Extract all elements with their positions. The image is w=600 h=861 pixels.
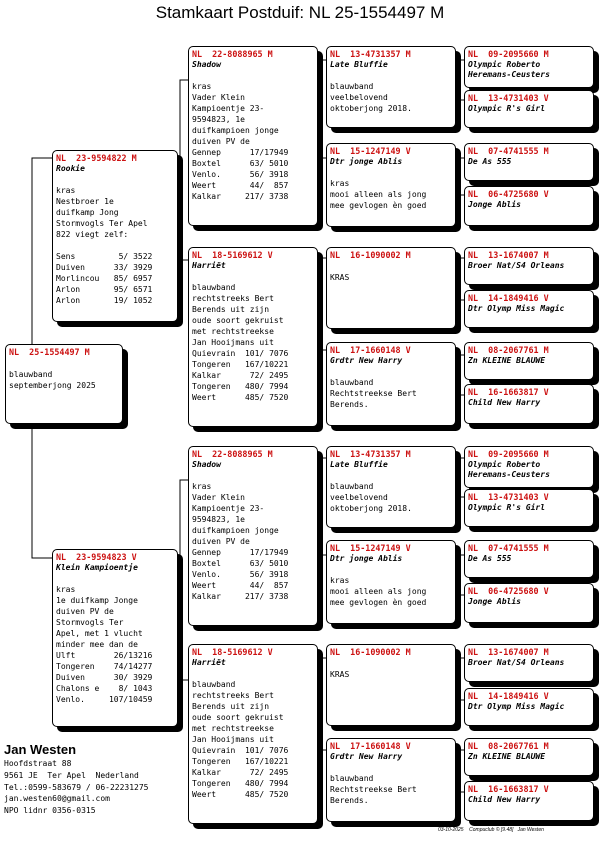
bird-name: Late Bluffie [330, 60, 388, 69]
bird-name: Shadow [192, 460, 221, 469]
ring-number: NL 23-9594822 M [56, 153, 137, 163]
bird-name: Late Bluffie [330, 460, 388, 469]
gggp-card-14[interactable] [464, 688, 594, 726]
gggp-card-6[interactable] [464, 290, 594, 328]
bird-name: Broer Nat/S4 Orleans [468, 261, 565, 270]
gggp-card-12[interactable] [464, 583, 594, 623]
bird-name: Klein Kampioentje [56, 563, 138, 572]
ring-number: NL 07-4741555 M [468, 543, 549, 553]
bird-info: blauwband rechtstreeks Bert Berends uit zijn oude soort gekruist met rechtstreekse Jan Hooijmans uit Quievrain 101/ 7076 Tongeren 167/10221 Kalkar 72/ 2495 Tongeren 480/ 7994 Weert 485/ 7520 [192, 283, 289, 402]
ring-number: NL 06-4725680 V [468, 586, 549, 596]
bird-name: Olympic R's Girl [468, 104, 546, 113]
ring-number: NL 08-2067761 M [468, 345, 549, 355]
bird-info: kras mooi alleen als jong mee gevlogen èn goed [330, 179, 427, 210]
grandsire-paternal-card[interactable] [188, 46, 318, 226]
owner-address-line: 9561 JE Ter Apel Nederland [4, 770, 139, 780]
gggp-card-3[interactable] [464, 143, 594, 181]
granddam-paternal-card[interactable] [188, 247, 318, 427]
bird-name: Olympic R's Girl [468, 503, 546, 512]
gggp-card-4[interactable] [464, 186, 594, 226]
ggp-card-fmf[interactable] [326, 247, 456, 329]
gggp-card-5[interactable] [464, 247, 594, 285]
bird-name: Grdtr New Harry [330, 356, 403, 365]
bird-info: kras Vader Klein Kampioentje 23- 9594823, 1e duifkampioen jonge duiven PV de Gennep 17/17949 Boxtel 63/ 5010 Venlo. 56/ 3918 Weert 44/ 857 Kalkar 217/ 3738 [192, 482, 289, 601]
ggp-card-mmf[interactable] [326, 644, 456, 726]
ring-number: NL 16-1663817 V [468, 784, 549, 794]
owner-member-number: NPO lidnr 0356-0315 [4, 806, 96, 816]
bird-name: Broer Nat/S4 Orleans [468, 658, 565, 667]
owner-phone: Tel.:0599-583679 / 06-22231275 [4, 782, 149, 792]
bird-name: Jonge Ablis [468, 597, 521, 606]
ring-number: NL 15-1247149 V [330, 543, 411, 553]
sire-card[interactable] [52, 150, 178, 322]
ring-number: NL 16-1090002 M [330, 250, 411, 260]
bird-name: De As 555 [468, 554, 512, 563]
ring-number: NL 22-8088965 M [192, 49, 273, 59]
bird-name: Dtr Olymp Miss Magic [468, 702, 565, 711]
ring-number: NL 13-4731403 V [468, 93, 549, 103]
ring-number: NL 15-1247149 V [330, 146, 411, 156]
ring-number: NL 06-4725680 V [468, 189, 549, 199]
ring-number: NL 13-4731357 M [330, 49, 411, 59]
ring-number: NL 13-1674007 M [468, 250, 549, 260]
ring-number: NL 14-1849416 V [468, 293, 549, 303]
owner-address-line: Hoofdstraat 88 [4, 759, 72, 768]
bird-info: blauwband veelbelovend oktoberjong 2018. [330, 482, 412, 513]
bird-name: Shadow [192, 60, 221, 69]
ring-number: NL 09-2095660 M [468, 49, 549, 59]
gggp-card-8[interactable] [464, 384, 594, 424]
bird-info: kras mooi alleen als jong mee gevlogen èn goed [330, 576, 427, 607]
bird-info: kras Vader Klein Kampioentje 23- 9594823, 1e duifkampioen jonge duiven PV de Gennep 17/17949 Boxtel 63/ 5010 Venlo. 56/ 3918 Weert 44/ 857 Kalkar 217/ 3738 [192, 82, 289, 201]
bird-info: kras 1e duifkamp Jonge duiven PV de Stormvogls Ter Apel, met 1 vlucht minder mee dan de Ulft 26/13216 Tongeren 74/14277 Duiven 30/ 3929 Chalons e 8/ 1043 Venlo. 107/10459 [56, 585, 153, 704]
bird-name: Olympic Roberto Heremans-Ceusters [468, 460, 550, 479]
bird-info: KRAS [330, 670, 350, 679]
ring-number: NL 13-4731357 M [330, 449, 411, 459]
bird-name: Dtr jonge Ablis [330, 157, 403, 166]
ring-number: NL 16-1090002 M [330, 647, 411, 657]
owner-email: jan.westen60@gmail.com [4, 794, 110, 804]
bird-info: blauwband rechtstreeks Bert Berends uit zijn oude soort gekruist met rechtstreekse Jan Hooijmans uit Quievrain 101/ 7076 Tongeren 167/10221 Kalkar 72/ 2495 Tongeren 480/ 7994 Weert 485/ 7520 [192, 680, 289, 799]
ring-number: NL 09-2095660 M [468, 449, 549, 459]
dam-card[interactable] [52, 549, 178, 727]
gggp-card-16[interactable] [464, 781, 594, 821]
bird-info: blauwband veelbelovend oktoberjong 2018. [330, 82, 412, 113]
gggp-card-1[interactable] [464, 46, 594, 88]
grandsire-maternal-card[interactable] [188, 446, 318, 626]
ring-number: NL 23-9594823 V [56, 552, 137, 562]
ring-number: NL 17-1660148 V [330, 345, 411, 355]
bird-name: Dtr jonge Ablis [330, 554, 403, 563]
bird-name: Jonge Ablis [468, 200, 521, 209]
owner-block [4, 742, 194, 817]
ggp-card-mmm[interactable] [326, 738, 456, 822]
gggp-card-7[interactable] [464, 342, 594, 380]
ggp-card-mff[interactable] [326, 446, 456, 528]
bird-name: Rookie [56, 164, 85, 173]
ring-number: NL 25-1554497 M [9, 347, 90, 357]
gggp-card-10[interactable] [464, 489, 594, 527]
bird-name: Olympic Roberto Heremans-Ceusters [468, 60, 550, 79]
gggp-card-2[interactable] [464, 90, 594, 128]
ggp-card-mfm[interactable] [326, 540, 456, 624]
bird-info: kras Nestbroer 1e duifkamp Jong Stormvogls Ter Apel 822 viegt zelf: Sens 5/ 3522 Duiven 33/ 3929 Morlincou 85/ 6957 Arlon 95/ 6571 Arlon 19/ 1052 [56, 186, 153, 305]
gggp-card-15[interactable] [464, 738, 594, 776]
bird-info: blauwband septemberjong 2025 [9, 370, 96, 390]
bird-name: Grdtr New Harry [330, 752, 403, 761]
ring-number: NL 07-4741555 M [468, 146, 549, 156]
bird-name: Harriët [192, 658, 226, 667]
ggp-card-fff[interactable] [326, 46, 456, 128]
bird-name: Harriët [192, 261, 226, 270]
ggp-card-ffm[interactable] [326, 143, 456, 227]
bird-name: Zn KLEINE BLAUWE [468, 356, 546, 365]
bird-info: KRAS [330, 273, 350, 282]
page-title: Stamkaart Postduif: NL 25-1554497 M [155, 3, 445, 22]
bird-name: Zn KLEINE BLAUWE [468, 752, 546, 761]
bird-name: Dtr Olymp Miss Magic [468, 304, 565, 313]
subject-card[interactable] [5, 344, 123, 424]
bird-info: blauwband Rechtstreekse Bert Berends. [330, 774, 417, 805]
ring-number: NL 16-1663817 V [468, 387, 549, 397]
granddam-maternal-card[interactable] [188, 644, 318, 824]
ring-number: NL 13-4731403 V [468, 492, 549, 502]
bird-name: Child New Harry [468, 398, 541, 407]
ring-number: NL 13-1674007 M [468, 647, 549, 657]
bird-name: Child New Harry [468, 795, 541, 804]
ring-number: NL 18-5169612 V [192, 250, 273, 260]
ring-number: NL 22-8088965 M [192, 449, 273, 459]
ring-number: NL 17-1660148 V [330, 741, 411, 751]
gggp-card-13[interactable] [464, 644, 594, 682]
ggp-card-fmm[interactable] [326, 342, 456, 426]
gggp-card-11[interactable] [464, 540, 594, 578]
owner-name: Jan Westen [4, 742, 77, 757]
bird-name: De As 555 [468, 157, 512, 166]
bird-info: blauwband Rechtstreekse Bert Berends. [330, 378, 417, 409]
gggp-card-9[interactable] [464, 446, 594, 488]
ring-number: NL 08-2067761 M [468, 741, 549, 751]
footer-credit: 03-10-2025 Compuclub © [9.48] Jan Westen [438, 827, 544, 833]
ring-number: NL 18-5169612 V [192, 647, 273, 657]
ring-number: NL 14-1849416 V [468, 691, 549, 701]
